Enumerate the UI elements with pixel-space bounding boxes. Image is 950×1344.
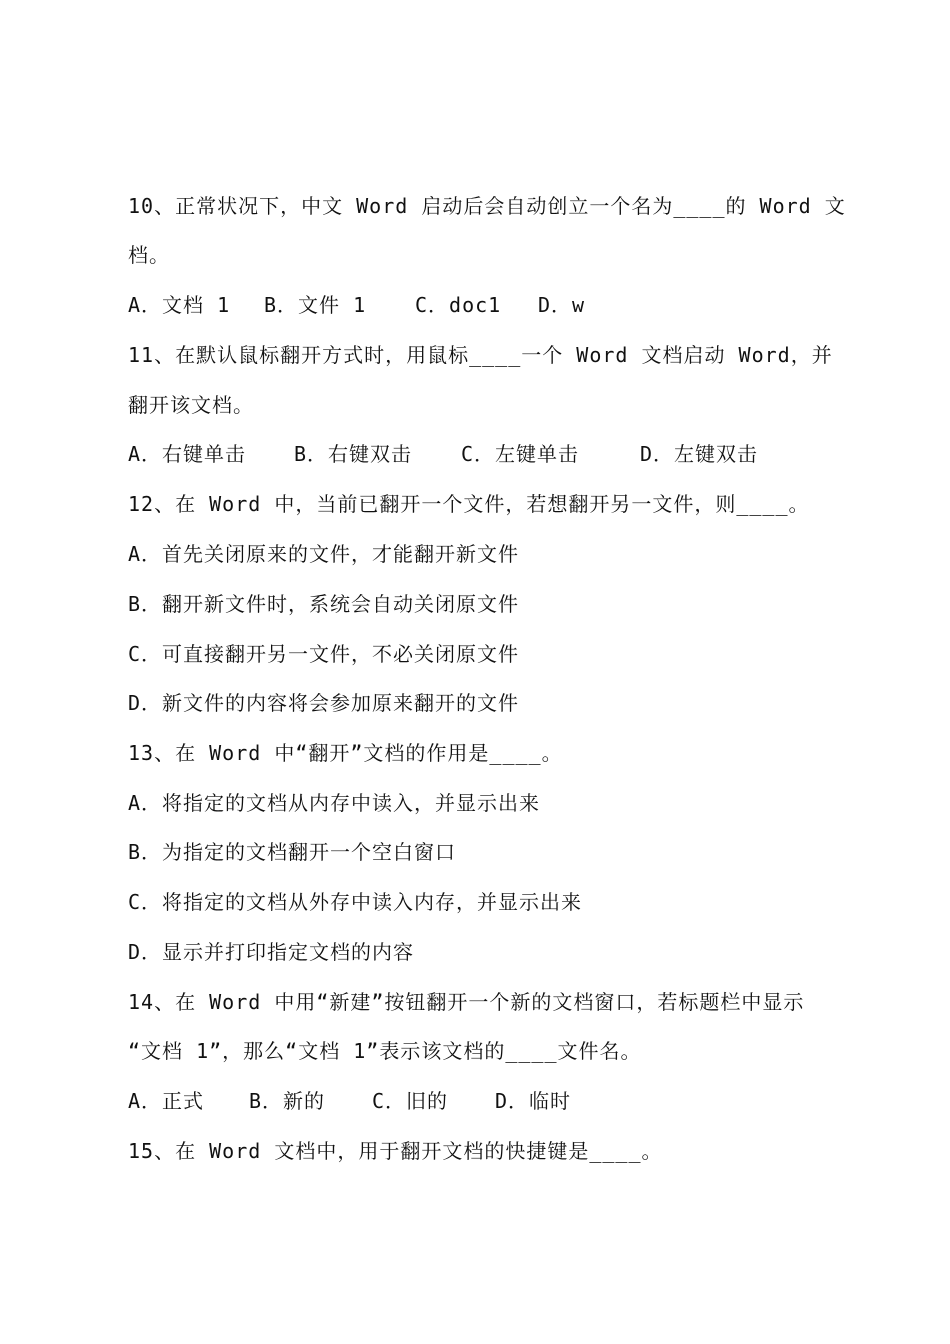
q11-option-b: B．右键双击 bbox=[294, 442, 413, 466]
q14-option-d: D．临时 bbox=[495, 1089, 572, 1113]
q10-text-line-1: 10、正常状况下，中文 Word 启动后会自动创立一个名为____的 Word 文 bbox=[128, 194, 846, 218]
q14-option-b: B．新的 bbox=[249, 1089, 326, 1113]
q13-option-d: D．显示并打印指定文档的内容 bbox=[128, 940, 415, 964]
q12-option-a: A．首先关闭原来的文件，才能翻开新文件 bbox=[128, 542, 520, 566]
q10-option-a: A．文档 1 bbox=[128, 293, 231, 317]
q11-option-c: C．左键单击 bbox=[461, 442, 580, 466]
q11-text-line-1: 11、在默认鼠标翻开方式时，用鼠标____一个 Word 文档启动 Word，并 bbox=[128, 343, 833, 367]
q15-text-line-1: 15、在 Word 文档中，用于翻开文档的快捷键是____。 bbox=[128, 1139, 663, 1163]
q11-options bbox=[128, 440, 848, 468]
q12-option-b: B．翻开新文件时，系统会自动关闭原文件 bbox=[128, 592, 520, 616]
q11-option-a: A．右键单击 bbox=[128, 442, 247, 466]
q10-options bbox=[128, 291, 848, 319]
q14-options bbox=[128, 1087, 848, 1115]
q10-option-d: D．w bbox=[538, 293, 586, 317]
q10-text-line-2: 档。 bbox=[128, 243, 170, 267]
q12-option-d: D．新文件的内容将会参加原来翻开的文件 bbox=[128, 691, 520, 715]
q13-option-c: C．将指定的文档从外存中读入内存，并显示出来 bbox=[128, 890, 583, 914]
q14-option-c: C．旧的 bbox=[372, 1089, 449, 1113]
q14-text-line-1: 14、在 Word 中用“新建”按钮翻开一个新的文档窗口，若标题栏中显示 bbox=[128, 990, 805, 1014]
q13-option-b: B．为指定的文档翻开一个空白窗口 bbox=[128, 840, 457, 864]
q12-option-c: C．可直接翻开另一文件，不必关闭原文件 bbox=[128, 642, 520, 666]
q11-text-line-2: 翻开该文档。 bbox=[128, 393, 254, 417]
q11-option-d: D．左键双击 bbox=[640, 442, 759, 466]
q13-text-line-1: 13、在 Word 中“翻开”文档的作用是____。 bbox=[128, 741, 563, 765]
q14-option-a: A．正式 bbox=[128, 1089, 205, 1113]
q13-option-a: A．将指定的文档从内存中读入，并显示出来 bbox=[128, 791, 541, 815]
q10-option-b: B．文件 1 bbox=[264, 293, 367, 317]
q12-text-line-1: 12、在 Word 中，当前已翻开一个文件，若想翻开另一文件，则____。 bbox=[128, 492, 810, 516]
q14-text-line-2: “文档 1”，那么“文档 1”表示该文档的____文件名。 bbox=[128, 1039, 642, 1063]
q10-option-c: C．doc1 bbox=[415, 293, 502, 317]
